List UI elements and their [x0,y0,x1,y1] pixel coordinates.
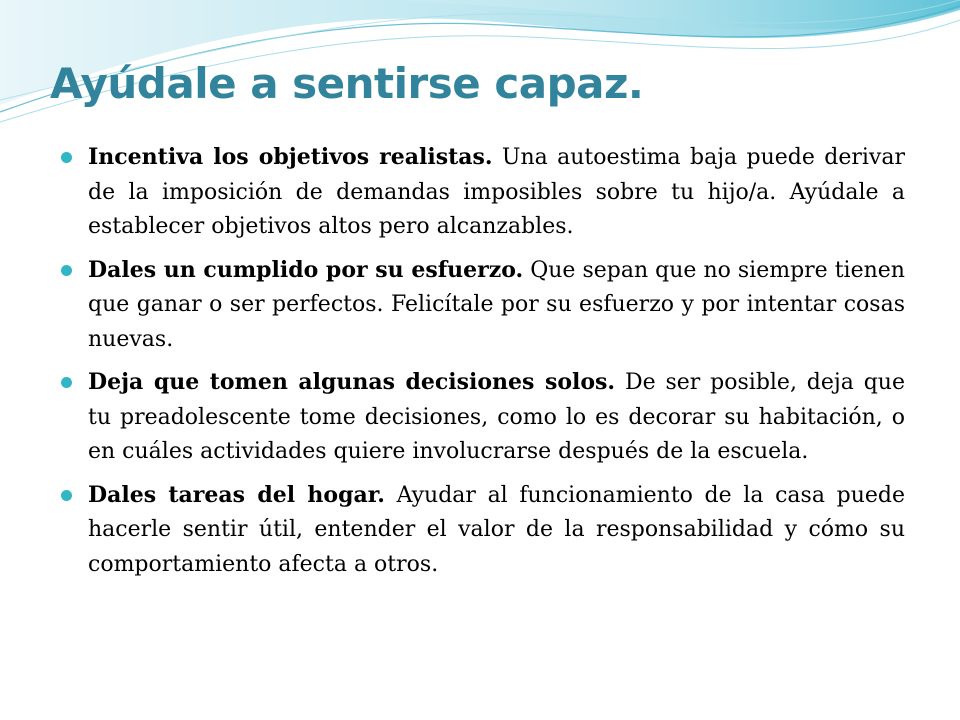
bullet-list [60,140,905,590]
bullet-body: Que sepan que no siempre tienen que ganar o ser perfectos. Felicítale por su esfuerzo y por intentar cosas nuevas. [88,257,905,352]
bullet-body: Una autoestima baja puede derivar de la imposición de demandas imposibles sobre tu hijo/a. Ayúdale a establecer objetivos altos pero alcanzables. [88,145,905,239]
bullet-item-household-chores [60,478,905,583]
bullet-item-realistic-goals [60,140,905,245]
bullet-dot-icon [61,490,72,501]
bullet-lead: Incentiva los objetivos realistas. [88,144,493,170]
bullet-lead: Deja que tomen algunas decisiones solos. [88,369,616,395]
bullet-lead: Dales un cumplido por su esfuerzo. [88,256,524,283]
bullet-lead: Dales tareas del hogar. [88,481,385,508]
bullet-text [88,253,905,358]
bullet-body: Ayudar al funcionamiento de la casa puede hacerle sentir útil, entender el valor de la responsabilidad y cómo su comportamiento afecta a otros. [88,482,905,577]
bullet-text [88,365,905,470]
bullet-text [88,140,905,245]
slide-title: Ayúdale a sentirse capaz. [50,59,644,108]
bullet-item-praise-effort [60,253,905,358]
bullet-body: De ser posible, deja que tu preadolescente tome decisiones, como lo es decorar su habitación, o en cuáles actividades quiere involucrarse después de la escuela. [88,370,905,464]
bullet-dot-icon [61,152,72,163]
bullet-text [88,478,905,583]
bullet-dot-icon [61,265,72,276]
bullet-item-own-decisions [60,365,905,470]
bullet-dot-icon [61,377,72,388]
